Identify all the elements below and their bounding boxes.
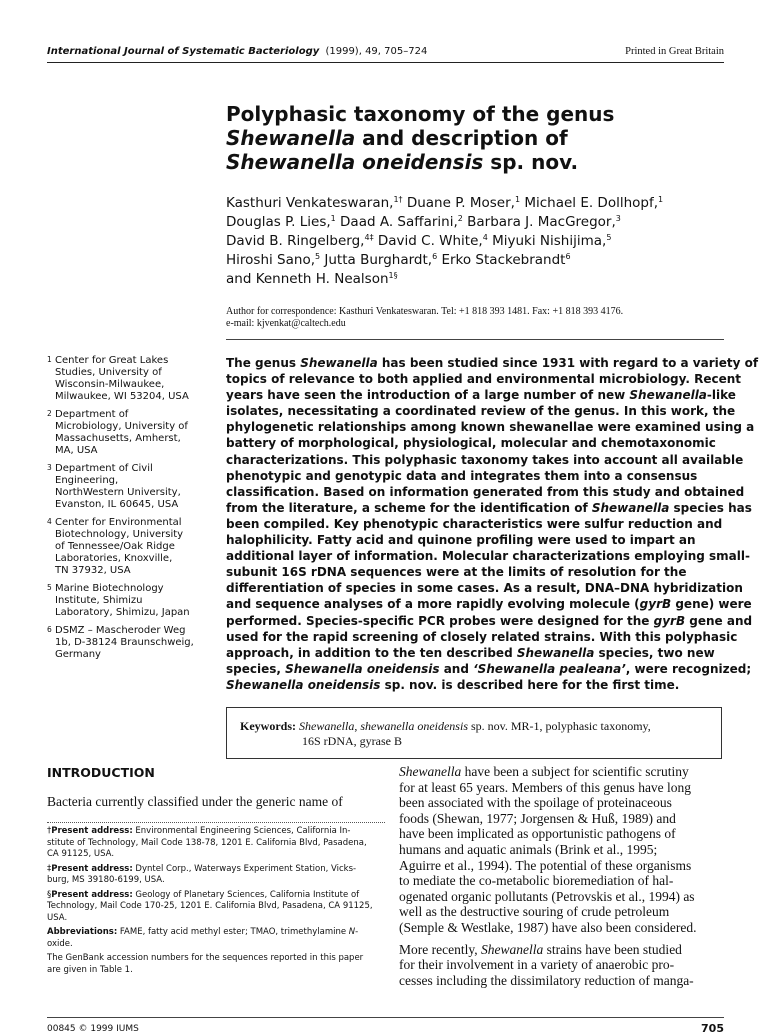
author-name: Erko Stackebrandt [437,252,566,268]
body-text-right-column [399,764,725,988]
title-line-3-rest: sp. nov. [483,150,579,174]
author-name: Kasthuri Venkateswaran, [226,195,394,211]
footer-rule [47,1017,724,1018]
affiliation [47,463,212,511]
abstract-line: been compiled. Key phenotypic characteristics were sulfur reduction and [226,516,723,531]
affiliation-number: 6 [47,625,52,634]
affiliation-line: DSMZ – Mascheroder Weg [55,625,186,636]
author-name: Michael E. Dollhopf, [520,195,659,211]
copyright: 00845 © 1999 IUMS [47,1024,139,1034]
affiliation-line: TN 37932, USA [55,565,131,576]
title-line-2 [226,126,726,150]
abstract-line: isolates, necessitating a coordinated review of the genus. In this work, the [226,404,736,419]
section-heading: INTRODUCTION [47,765,155,780]
abbreviations-note: Abbreviations: FAME, fatty acid methyl ester; TMAO, trimethylamine N- oxide. [47,927,359,949]
affiliation-number: 1 [47,355,52,364]
author-name: Barbara J. MacGregor, [462,214,616,230]
author-name: Jutta Burghardt, [320,252,433,268]
paragraph: More recently, Shewanella strains have been studied for their involvement in a variety of anaerobic pro- cesses including the dissimilatory reduction of manga- [399,941,694,988]
author-affiliation-marker: 1 [514,195,521,204]
title-species: Shewanella oneidensis [226,150,484,174]
journal-citation: (1999), 49, 705–724 [325,46,428,57]
abstract-line: Shewanella oneidensis sp. nov. is described here for the first time. [226,677,680,692]
affiliation-line: Center for Environmental [55,517,182,528]
abstract-line: performed. Species-specific PCR probes were designed for the gyrB gene and [226,613,753,628]
keyword: Shewanella [299,719,355,733]
title-line-2-rest: and description of [355,126,568,150]
affiliation-line: MA, USA [55,445,98,456]
keyword: sp. nov. MR-1, polyphasic taxonomy, [467,719,651,733]
author-name: and Kenneth H. Nealson [226,271,389,287]
affiliation-line: Engineering, [55,475,119,486]
affiliation-line: Studies, University of [55,367,162,378]
correspondence-email[interactable]: e-mail: kjvenkat@caltech.edu [226,318,346,329]
affiliation-line: NorthWestern University, [55,487,181,498]
abstract [226,355,759,693]
author-line [226,213,726,232]
abstract-line: The genus Shewanella has been studied since 1931 with regard to a variety of [226,356,759,370]
correspondence-contact: Author for correspondence: Kasthuri Venkateswaran. Tel: +1 818 393 1481. Fax: +1 818 393 4176. [226,306,624,317]
abstract-line: used for the rapid screening of closely related strains. With this polyphasic [226,629,738,644]
affiliation-line: Department of Civil [55,463,153,474]
affiliation-line: Department of [55,409,129,420]
affiliation [47,355,212,403]
printed-in: Printed in Great Britain [625,46,724,57]
author-list [226,194,726,289]
affiliation-line: Germany [55,649,101,660]
abstract-line: subunit 16S rDNA sequences were at the limits of resolution for the [226,565,687,580]
paragraph: Shewanella have been a subject for scientific scrutiny for at least 65 years. Members of this genus have long been associated with the spoilage of proteinaceous foods (Shewan, 1977; Jorgensen & Huß, 1989) and have been implicated as opportunistic pathogens of humans and aquatic animals (Brink et al., 1995; Aguirre et al., 1994). The potential of these organisms to mediate the co-metabolic bioremediation of hal- ogenated organic pollutants (Petrovskis et al., 1994) as well as the destructive souring of crude petroleum (Semple & Westlake, 1987) have also been considered. [399,764,697,935]
affiliation-line: Massachusetts, Amherst, [55,433,181,444]
affiliation-line: Biotechnology, University [55,529,184,540]
affiliation [47,625,212,661]
affiliation-line: Microbiology, University of [55,421,188,432]
affiliation-line: Wisconsin-Milwaukee, [55,379,165,390]
affiliation-number: 4 [47,517,52,526]
author-affiliation-marker: 5 [315,252,321,261]
title-line-3 [226,150,726,174]
author-name: David C. White, [373,233,483,249]
abstract-line: years have seen the introduction of a large number of new Shewanella-like [226,388,736,403]
article-title [226,102,726,174]
affiliation-line: of Tennessee/Oak Ridge [55,541,175,552]
abstract-line: halophilicity. Fatty acid and quinone profiling were used to impart an [226,533,696,548]
keywords-label: Keywords: [240,719,296,733]
author-line [226,194,726,213]
title-genus: Shewanella [226,126,356,150]
abstract-line: additional layer of information. Molecular characterizations employing small- [226,549,750,564]
author-name: Daad A. Saffarini, [335,214,458,230]
author-affiliation-marker: 4‡ [364,233,374,242]
abstract-line: phenotypic and genotypic data and integrates them into a consensus [226,468,698,483]
affiliation [47,409,212,457]
abstract-line: phylogenetic relationships among known shewanellae were examined using a [226,420,755,435]
correspondence [226,306,726,330]
author-affiliation-marker: 6 [432,252,438,261]
footnote: ‡Present address: Dyntel Corp., Waterways Experiment Station, Vicks- burg, MS 39180-6199, USA. [47,863,357,885]
abstract-line: classification. Based on information generated from this study and obtained [226,484,745,499]
author-line [226,232,726,251]
author-name: Hiroshi Sano, [226,252,315,268]
keywords-line-2: 16S rDNA, gyrase B [302,734,402,748]
genbank-note: The GenBank accession numbers for the sequences reported in this paper are given in Table 1. [47,953,364,975]
affiliation-line: Evanston, IL 60645, USA [55,499,179,510]
intro-text: Bacteria currently classified under the generic name of [47,794,343,809]
author-affiliation-marker: 2 [457,214,463,223]
affiliation [47,517,212,577]
abstract-line: battery of morphological, physiological, molecular and chemotaxonomic [226,436,716,451]
author-affiliation-marker: 6 [565,252,571,261]
affiliation-line: Milwaukee, WI 53204, USA [55,391,189,402]
affiliation-line: Institute, Shimizu [55,595,143,606]
keyword: shewanella oneidensis [360,719,468,733]
abstract-line: approach, in addition to the ten described Shewanella species, two new [226,645,715,660]
affiliation-number: 3 [47,463,52,472]
footnotes [47,826,387,979]
author-affiliation-marker: 1 [658,195,664,204]
footnote-rule [47,822,385,823]
author-line [226,251,726,270]
affiliation-line: 1b, D-38124 Braunschweig, [55,637,194,648]
footnote: †Present address: Environmental Engineering Sciences, California In- stitute of Technology, Mail Code 138-78, 1201 E. California Blvd, Pasadena, CA 91125, USA. [47,826,367,859]
title-line-1: Polyphasic taxonomy of the genus [226,102,615,126]
running-head [47,46,724,57]
affiliation-list [47,355,212,667]
affiliation-number: 5 [47,583,52,592]
section-rule [226,339,724,340]
author-affiliation-marker: 1 [330,214,336,223]
abstract-line: differentiation of species in some cases. As a result, DNA–DNA hybridization [226,581,743,596]
affiliation [47,583,212,619]
header-rule [47,62,724,63]
affiliation-number: 2 [47,409,52,418]
abstract-line: from the literature, a scheme for the identification of Shewanella species has [226,500,752,515]
author-affiliation-marker: 1§ [388,271,398,280]
author-line [226,270,726,289]
affiliation-line: Marine Biotechnology [55,583,164,594]
abstract-line: species, Shewanella oneidensis and ‘Shewanella pealeana’, were recognized; [226,661,752,676]
page-number: 705 [701,1022,724,1035]
keywords: Keywords: Shewanella, shewanella oneidensis sp. nov. MR-1, polyphasic taxonomy, 16S rDNA, gyrase B [240,719,710,749]
author-affiliation-marker: 3 [615,214,621,223]
footnote: §Present address: Geology of Planetary Sciences, California Institute of Technology, Mail Code 170-25, 1201 E. California Blvd, Pasadena, CA 91125, USA. [47,889,373,923]
author-affiliation-marker: 4 [482,233,488,242]
journal-name: International Journal of Systematic Bacteriology [47,46,320,57]
affiliation-line: Laboratory, Shimizu, Japan [55,607,190,618]
author-name: Douglas P. Lies, [226,214,331,230]
affiliation-line: Center for Great Lakes [55,355,169,366]
abstract-line: and sequence analyses of a more rapidly evolving molecule (gyrB gene) were [226,597,752,612]
author-name: Miyuki Nishijima, [487,233,607,249]
abstract-line: characterizations. This polyphasic taxonomy takes into account all available [226,452,744,467]
abstract-line: topics of relevance to both applied and environmental microbiology. Recent [226,372,742,387]
author-name: Duane P. Moser, [402,195,515,211]
author-name: David B. Ringelberg, [226,233,365,249]
author-affiliation-marker: 1† [393,195,403,204]
author-affiliation-marker: 5 [606,233,612,242]
affiliation-line: Laboratories, Knoxville, [55,553,173,564]
